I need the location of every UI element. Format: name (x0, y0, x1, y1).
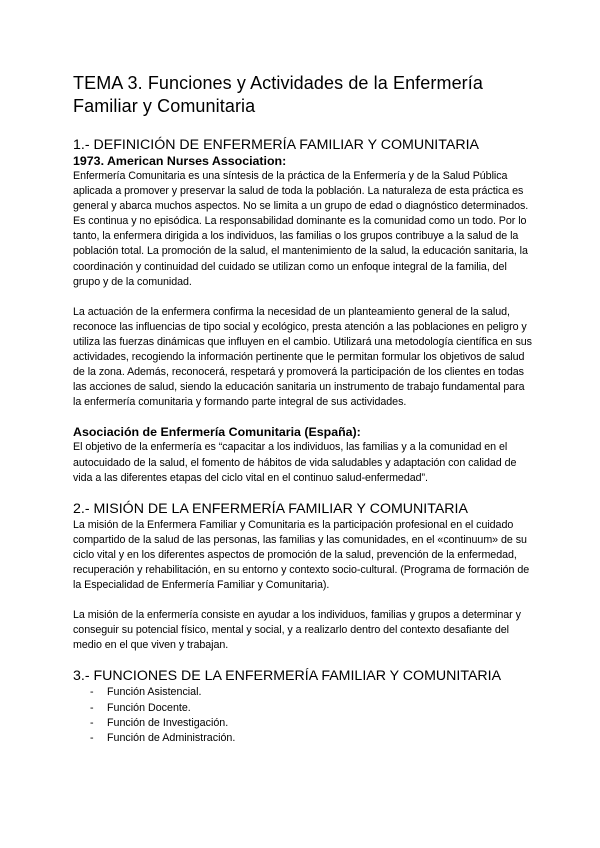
list-item-label: Función Docente. (107, 701, 191, 714)
section-1-subheading-ana: 1973. American Nurses Association: (73, 154, 287, 168)
list-item (90, 716, 533, 731)
bullet-dash: - (90, 701, 94, 714)
section-3-heading: 3.- FUNCIONES DE LA ENFERMERÍA FAMILIAR Y COMUNITARIA (73, 668, 502, 685)
document-page (73, 72, 533, 746)
list-item-label: Función de Administración. (107, 732, 236, 745)
bullet-dash: - (90, 732, 94, 745)
list-item (90, 685, 533, 700)
section-1-paragraph-3: El objetivo de la enfermería es “capacitar a los individuos, las familias y a la comunidad en el autocuidado de la salud, el fomento de hábitos de vida saludables y adaptación con calidad de vida a las diferentes etapas del ciclo vital en el continuo salud-enfermedad”. (73, 441, 517, 484)
section-2-paragraph-1: La misión de la Enfermera Familiar y Comunitaria es la participación profesional en el cuidado compartido de la salud de las personas, las familias y las comunidades, en el «continuum» de su ciclo vital y en los diferentes aspectos de promoción de la salud, prevención de la enfermedad, recuperación y rehabilitación, en su entorno y contexto socio-cultural. (Programa de formación de la Especialidad de Enfermería Familiar y Comunitaria). (73, 518, 530, 592)
list-item (90, 731, 533, 746)
bullet-dash: - (90, 686, 94, 699)
bullet-dash: - (90, 716, 94, 729)
section-1-paragraph-2: La actuación de la enfermera confirma la necesidad de un planteamiento general de la salud, reconoce las influencias de tipo social y ecológico, presta atención a las poblaciones en peligro y utiliza las fuerzas dinámicas que influyen en el cambio. Utilizará una metodología científica en sus actividades, recogiendo la información pertinente que le permitan formular los objetivos de salud de la zona. Además, reconocerá, respetará y promoverá la participación de los clientes en todas las acciones de salud, siendo la educación sanitaria un instrumento de trabajo fundamental para la enfermería comunitaria y formando parte integral de sus actividades. (73, 305, 532, 409)
document-title: TEMA 3. Funciones y Actividades de la Enfermería Familiar y Comunitaria (73, 73, 483, 116)
section-2-heading: 2.- MISIÓN DE LA ENFERMERÍA FAMILIAR Y COMUNITARIA (73, 500, 468, 517)
functions-list (73, 685, 533, 746)
list-item-label: Función Asistencial. (107, 686, 202, 699)
list-item-label: Función de Investigación. (107, 716, 229, 729)
list-item (90, 701, 533, 716)
section-2-paragraph-2: La misión de la enfermería consiste en ayudar a los individuos, familias y grupos a determinar y conseguir su potencial físico, mental y social, y a realizarlo dentro del contexto desafiante del medio en el que viven y trabajan. (73, 609, 521, 652)
section-1-heading: 1.- DEFINICIÓN DE ENFERMERÍA FAMILIAR Y COMUNITARIA (73, 137, 479, 153)
section-1-paragraph-1: Enfermería Comunitaria es una síntesis de la práctica de la Enfermería y de la Salud Pública aplicada a promover y preservar la salud de toda la población. La naturaleza de esta práctica es general y abarca muchos aspectos. No se limita a un grupo de edad o diagnóstico determinados. Es continua y no episódica. La responsabilidad dominante es la comunidad como un todo. Por lo tanto, la enfermera dirigida a los individuos, las familias o los grupos contribuye a la salud de la población total. La promoción de la salud, el mantenimiento de la salud, la educación sanitaria, la coordinación y continuidad del cuidado se utilizan como un enfoque integral de la familia, del grupo y de la comunidad. (73, 170, 529, 288)
section-1-subheading-aec: Asociación de Enfermería Comunitaria (España): (73, 425, 361, 440)
